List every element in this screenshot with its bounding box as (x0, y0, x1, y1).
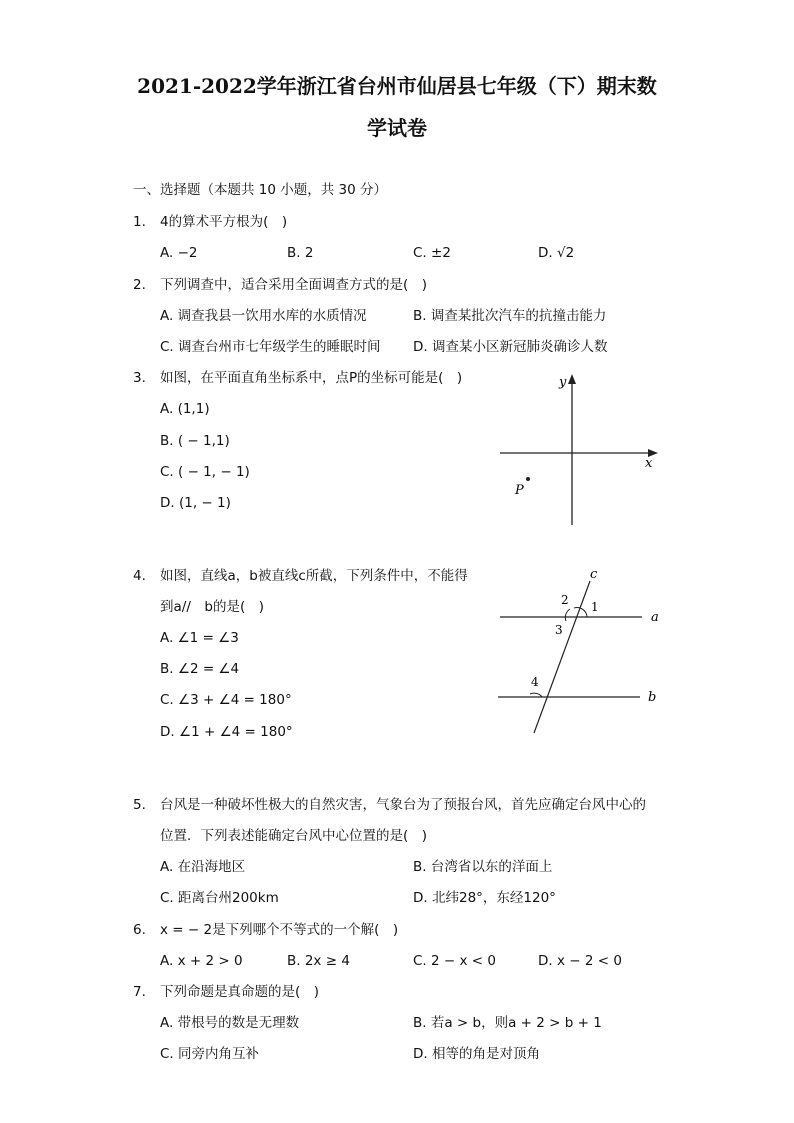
q5-stem: 台风是一种破坏性极大的自然灾害，气象台为了预报台风，首先应确定台风中心的 (160, 797, 646, 813)
q1-number: 1. (133, 214, 146, 230)
q6-option-d: D. x − 2 < 0 (538, 953, 622, 969)
q5-option-b: B. 台湾省以东的洋面上 (413, 859, 553, 875)
q4-stem: 如图，直线a，b被直线c所截，下列条件中，不能得 (160, 568, 468, 584)
coordinate-plane-figure (495, 370, 665, 530)
q6-stem: x = − 2是下列哪个不等式的一个解( ) (160, 922, 399, 938)
line-c-label: c (590, 567, 598, 582)
q4-number: 4. (133, 568, 146, 584)
q1-option-b: B. 2 (287, 245, 314, 261)
q5-stem-line2: 位置．下列表述能确定台风中心位置的是( ) (160, 828, 428, 844)
y-axis-arrow (568, 374, 576, 384)
q3-option-d: D. (1, − 1) (160, 495, 231, 511)
q1-option-a: A. −2 (160, 245, 198, 261)
q1-option-c: C. ±2 (413, 245, 451, 261)
point-p-label: P (515, 483, 524, 498)
q1-option-d: D. √2 (538, 245, 575, 261)
q7-option-c: C. 同旁内角互补 (160, 1046, 260, 1062)
exam-title-line2: 学试卷 (367, 116, 427, 140)
q1-stem: 4的算术平方根为( ) (160, 214, 288, 230)
angle-3-label: 3 (555, 623, 563, 637)
q2-option-b: B. 调查某批次汽车的抗撞击能力 (413, 308, 607, 324)
q6-option-b: B. 2x ≥ 4 (287, 953, 350, 969)
x-axis-label: x (645, 456, 653, 471)
q5-option-c: C. 距离台州200km (160, 890, 279, 906)
q4-option-a: A. ∠1 = ∠3 (160, 630, 239, 646)
q4-option-b: B. ∠2 = ∠4 (160, 661, 240, 677)
angle-2-arc (565, 609, 570, 621)
q7-option-d: D. 相等的角是对顶角 (413, 1046, 540, 1062)
q7-stem: 下列命题是真命题的是( ) (160, 984, 320, 1000)
q4-stem-line2: 到a// b的是( ) (160, 599, 264, 615)
q5-option-d: D. 北纬28°，东经120° (413, 890, 556, 906)
angle-4-label: 4 (531, 675, 539, 689)
q7-option-a: A. 带根号的数是无理数 (160, 1015, 300, 1031)
q3-option-a: A. (1,1) (160, 401, 210, 417)
q4-option-d: D. ∠1 + ∠4 = 180° (160, 724, 293, 740)
q3-option-c: C. ( − 1, − 1) (160, 464, 250, 480)
exam-title-line1: 2021-2022学年浙江省台州市仙居县七年级（下）期末数 (137, 74, 657, 98)
line-b-label: b (648, 690, 657, 705)
transversal-figure (490, 565, 670, 740)
q6-option-c: C. 2 − x < 0 (413, 953, 496, 969)
q2-option-a: A. 调查我县一饮用水库的水质情况 (160, 308, 367, 324)
q2-option-c: C. 调查台州市七年级学生的睡眠时间 (160, 339, 381, 355)
q2-option-d: D. 调查某小区新冠肺炎确诊人数 (413, 339, 608, 355)
point-p (526, 477, 530, 481)
q7-option-b: B. 若a > b，则a + 2 > b + 1 (413, 1015, 602, 1031)
q6-option-a: A. x + 2 > 0 (160, 953, 243, 969)
angle-2-label: 2 (561, 593, 569, 607)
q6-number: 6. (133, 922, 146, 938)
q5-option-a: A. 在沿海地区 (160, 859, 246, 875)
q3-stem: 如图，在平面直角坐标系中，点P的坐标可能是( ) (160, 370, 463, 386)
y-axis-label: y (559, 375, 567, 390)
q2-stem: 下列调查中，适合采用全面调查方式的是( ) (160, 277, 428, 293)
angle-1-arc (574, 608, 587, 617)
line-a-label: a (651, 610, 659, 625)
q2-number: 2. (133, 277, 146, 293)
q4-option-c: C. ∠3 + ∠4 = 180° (160, 692, 292, 708)
q5-number: 5. (133, 797, 146, 813)
q3-option-b: B. ( − 1,1) (160, 433, 230, 449)
section-heading: 一、选择题（本题共 10 小题，共 30 分） (133, 182, 388, 198)
q3-number: 3. (133, 370, 146, 386)
q7-number: 7. (133, 984, 146, 1000)
angle-1-label: 1 (591, 600, 599, 614)
